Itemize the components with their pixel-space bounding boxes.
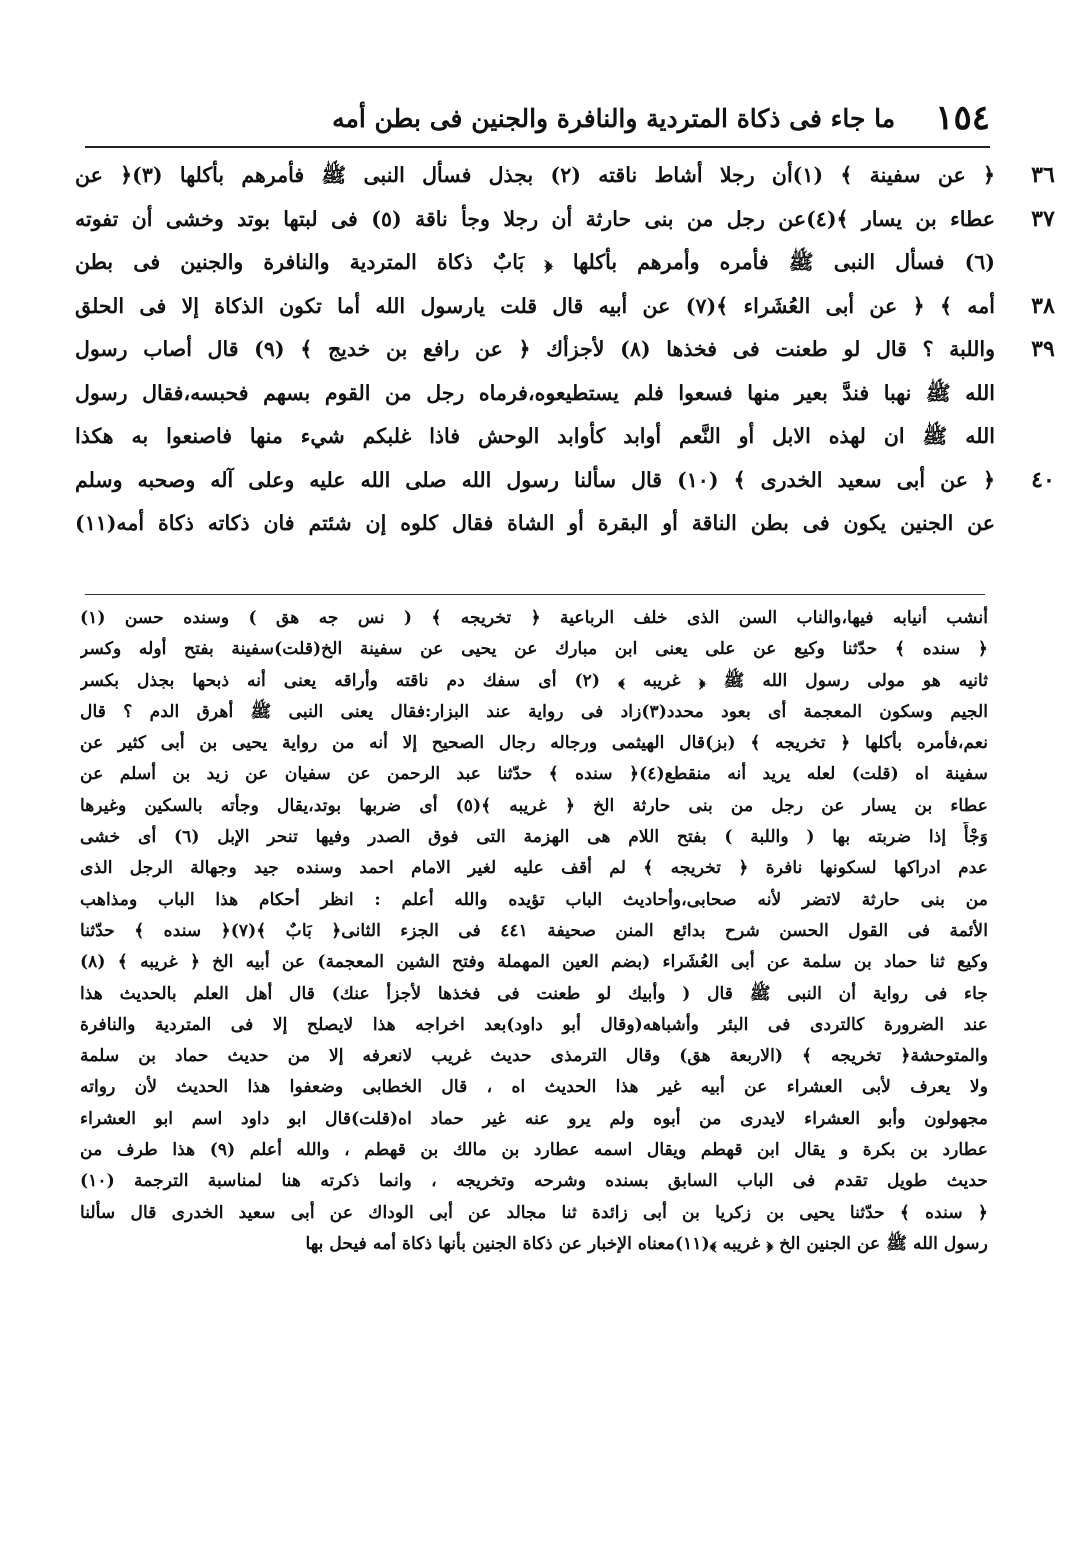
chapter-title: ما جاء فى ذكاة المتردية والنافرة والجنين فى بطن أمه — [332, 103, 896, 133]
footnote-line: عطاء بن يسار عن رجل من بنى حارثة الخ ﴿ غريبه ﴾(٥) أى ضربها بوتد،يقال وجأته بالسكين وغيرها — [80, 795, 988, 816]
footnote-line: ولا يعرف لأبى العشراء عن أبيه غير هذا الحديث اه ، قال الخطابى وضعفوا هذا الحديث لأن رواته — [80, 1077, 988, 1098]
main-line — [75, 459, 1055, 503]
hadith-number: ٣٦ — [1031, 162, 1055, 188]
main-line-text: الله ﷺ نهبا فندَّ بعير منها فسعوا فلم يستطيعوه،فرماه رجل من القوم بسهم فحبسه،فقال رسول — [75, 380, 995, 405]
hadith-number: ٣٨ — [1031, 292, 1055, 319]
main-text — [75, 154, 1055, 546]
footnote-line: ﴿ سنده ﴾ حدّثنا يحيى بن زكريا بن أبى زائدة ثنا مجالد عن أبى الوداك عن أبى سعيد الخدرى قال سألنا — [80, 1202, 988, 1223]
main-line — [75, 415, 995, 459]
main-line-text: ﴿ عن سفينة ﴾ (١)أن رجلا أشاط ناقته (٢) بجذل فسأل النبى ﷺ فأمرهم بأكلها (٣)﴿ عن — [75, 163, 995, 187]
hadith-number: ٤٠ — [1031, 466, 1055, 493]
footnote-line: نعم،فأمره بأكلها ﴿ تخريجه ﴾ (بز)قال الهيثمى ورجاله رجال الصحيح إلا أنه من رواية يحيى بن أبى كثير عن — [80, 733, 988, 754]
footnote-line: والمتوحشة﴿ تخريجه ﴾ (الاربعة هق) وقال الترمذى حديث غريب لانعرفه إلا من حديث حماد بن سلمة — [80, 1046, 988, 1067]
footnote-line: وكيع ثنا حماد بن سلمة عن أبى العُشَراء (بضم العين المهملة وفتح الشين المعجمة) عن أبيه الخ ﴿ غريبه ﴾ (٨) — [80, 952, 988, 973]
footnote-line: وَجْأً إذا ضربته بها ( واللبة ) بفتح اللام هى الهزمة التى فوق الصدر وفيها تنحر الإبل (٦) أى خشى — [80, 827, 988, 848]
main-line — [75, 502, 995, 546]
main-line-text: واللبة ؟ قال لو طعنت فى فخذها (٨) لأجزأك ﴿ عن رافع بن خديج ﴾ (٩) قال أصاب رسول — [75, 337, 995, 361]
footnote-line: عند الضرورة كالتردى فى البئر وأشباهه(وقال أبو داود)بعد اخراجه هذا لايصلح إلا فى المتردية والنافرة — [80, 1014, 988, 1035]
main-line-text: (٦) فسأل النبى ﷺ فأمره وأمرهم بأكلها ﴿ بَابٌ ذكاة المتردية والنافرة والجنين فى بطن — [75, 250, 995, 274]
main-line — [75, 198, 1055, 242]
main-line — [75, 241, 995, 285]
footnote-line: رسول الله ﷺ عن الجنين الخ ﴿ غريبه ﴾(١١)معناه الإخبار عن ذكاة الجنين بأنها ذكاة أمه فيحل بها — [305, 1233, 988, 1254]
footnote-line: من بنى حارثة لاتضر لأنه صحابى،وأحاديث الباب تؤيده والله أعلم : انظر أحكام هذا الباب ومذاهب — [80, 889, 988, 910]
main-line-text: ﴿ عن أبى سعيد الخدرى ﴾ (١٠) قال سألنا رسول الله صلى الله عليه وعلى آله وصحبه وسلم — [75, 467, 995, 492]
main-line-text: الله ﷺ ان لهذه الابل أو النَّعم أوابد كأوابد الوحش فاذا غلبكم شيء منها فاصنعوا به هكذا — [75, 424, 995, 448]
main-line — [75, 328, 1055, 372]
running-header — [200, 98, 990, 138]
page-number: ١٥٤ — [935, 98, 990, 138]
main-line — [75, 154, 1055, 198]
footnote-line: مجهولون وأبو العشراء لايدرى من أبوه ولم يرو عنه غير حماد اه(قلت)قال ابو داود اسم ابو العشراء — [80, 1108, 988, 1129]
footnote-line: الجيم وسكون المعجمة أى بعود محدد(٣)زاد فى رواية عند البزار:فقال يعنى النبى ﷺ أهرق الدم ؟ قال — [80, 701, 988, 722]
main-line — [75, 285, 1055, 329]
footnote-line: أنشب أنيابه فيها،والناب السن الذى خلف الرباعية ﴿ تخريجه ﴾ ( نس جه هق ) وسنده حسن (١) — [80, 608, 988, 628]
footnote-line: الأئمة فى القول الحسن شرح بدائع المنن صحيفة ٤٤١ فى الجزء الثانى﴿ بَابٌ ﴾(٧)﴿ سنده ﴾ حدّثنا — [80, 920, 988, 941]
footnote-line: ثانيه هو مولى رسول الله ﷺ ﴿ غريبه ﴾ (٢) أى سفك دم ناقته وأراقه يعنى أنه ذبحها بجذل بكسر — [80, 670, 988, 691]
footnote-line: حديث طويل تقدم فى الباب السابق بسنده وشرحه وتخريجه ، وانما ذكرته هنا لمناسبة الترجمة (١٠) — [80, 1171, 988, 1192]
main-line-text: أمه ﴾ ﴿ عن أبى العُشَراء ﴾(٧) عن أبيه قال قلت يارسول الله أما تكون الذكاة إلا فى الحلق — [75, 293, 995, 318]
footnote-line: ﴿ سنده ﴾ حدّثنا وكيع عن على يعنى ابن مبارك عن يحيى عن سفينة الخ(قلت)سفينة بفتح أوله وكسر — [80, 639, 988, 660]
main-line-text: عطاء بن يسار ﴾(٤)عن رجل من بنى حارثة أن رجلا وجأ ناقة (٥) فى لبتها بوتد وخشى أن تفوته — [75, 206, 995, 231]
footnote-line: سفينة اه (قلت) لعله يريد أنه منقطع(٤)﴿ سنده ﴾ حدّثنا عبد الرحمن عن سفيان عن زيد بن أسلم عن — [80, 764, 988, 785]
main-line — [75, 372, 995, 416]
footnotes — [80, 603, 988, 1260]
header-rule — [85, 146, 990, 148]
hadith-number: ٣٩ — [1031, 336, 1055, 362]
main-line-text: عن الجنين يكون فى بطن الناقة أو البقرة أو الشاة فقال كلوه إن شئتم فان ذكاته ذكاة أمه(١١) — [75, 511, 995, 535]
footnote-line: جاء فى رواية أن النبى ﷺ قال ( وأبيك لو طعنت فى فخذها لأجزأ عنك) قال أهل العلم بالحديث هذا — [80, 983, 988, 1004]
footnote-line: عطارد بن بكرة و يقال ابن قهطم ويقال اسمه عطارد بن مالك بن قهطم ، والله أعلم (٩) هذا طرف من — [80, 1140, 988, 1161]
footnote-divider — [85, 594, 985, 595]
hadith-number: ٣٧ — [1031, 205, 1055, 232]
footnote-line: عدم ادراكها لسكونها نافرة ﴿ تخريجه ﴾ لم أقف عليه لغير الامام احمد وسنده جيد وجهالة الرجل الذى — [80, 858, 988, 879]
